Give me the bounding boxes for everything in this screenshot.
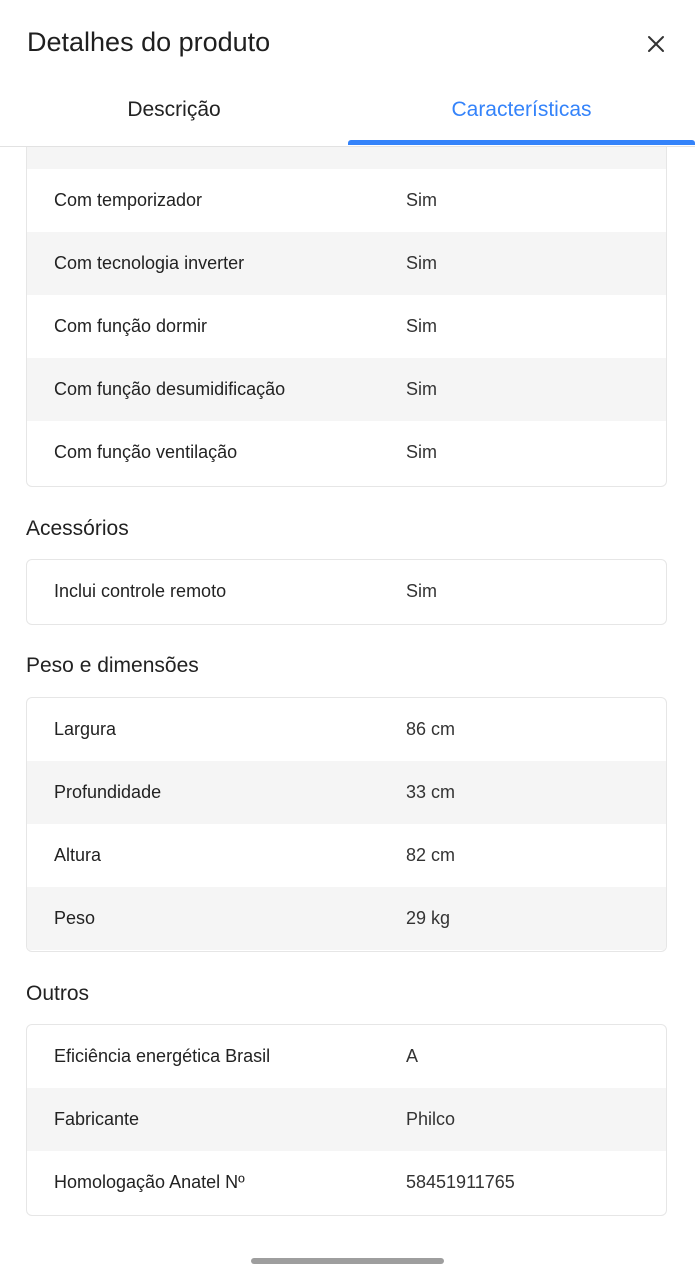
spec-label: Com tecnologia inverter [54,253,245,273]
spec-label: Eficiência energética Brasil [54,1046,271,1066]
spec-value: Sim [406,190,437,210]
characteristics-list[interactable] [0,146,695,1280]
spec-label: Altura [54,845,102,865]
spec-value: Philco [406,1109,456,1129]
spec-label: Com temporizador [54,190,203,210]
spec-value: Sim [406,442,437,462]
table-row [27,295,666,358]
sheet-header [0,0,695,147]
spec-label: Com função dormir [54,316,208,336]
spec-label: Largura [54,719,117,739]
section-title-accessories: Acessórios [26,517,129,540]
table-row [27,421,666,484]
spec-value: 82 cm [406,845,456,865]
spec-value: Sim [406,379,437,399]
spec-value: Sim [406,253,437,273]
spec-label: Inclui controle remoto [54,581,227,601]
table-row [27,1025,666,1088]
section-title-weight-dimensions: Peso e dimensões [26,654,199,677]
table-row [27,232,666,295]
spec-value: 29 kg [406,908,451,928]
table-row [27,761,666,824]
table-row [27,698,666,761]
spec-card-weight-dimensions [26,697,667,952]
spec-card-functions [26,105,667,487]
spec-card-accessories [26,559,667,625]
table-row [27,824,666,887]
spec-label: Com função ventilação [54,442,238,462]
page-title: Detalhes do produto [27,27,271,57]
close-icon[interactable] [638,26,674,62]
close-button[interactable] [638,26,674,62]
spec-card-others [26,1024,667,1216]
spec-value: 86 cm [406,719,456,739]
spec-value: 58451911765 [406,1172,515,1192]
spec-label: Peso [54,908,96,928]
spec-label: Homologação Anatel Nº [54,1172,245,1192]
table-row [27,560,666,623]
section-title-others: Outros [26,982,90,1005]
table-row [27,887,666,950]
table-row [27,1151,666,1214]
spec-label: Fabricante [54,1109,140,1129]
spec-label: Com função desumidificação [54,379,286,399]
spec-label: Profundidade [54,782,162,802]
spec-value: 33 cm [406,782,456,802]
spec-value: Sim [406,581,437,601]
tab-characteristics[interactable]: Características [451,98,592,121]
tab-description[interactable]: Descrição [127,98,221,121]
active-tab-indicator [348,140,695,145]
table-row [27,358,666,421]
spec-value: A [406,1046,419,1066]
spec-value: Sim [406,316,437,336]
home-indicator[interactable] [251,1258,444,1264]
table-row [27,169,666,232]
table-row [27,1088,666,1151]
